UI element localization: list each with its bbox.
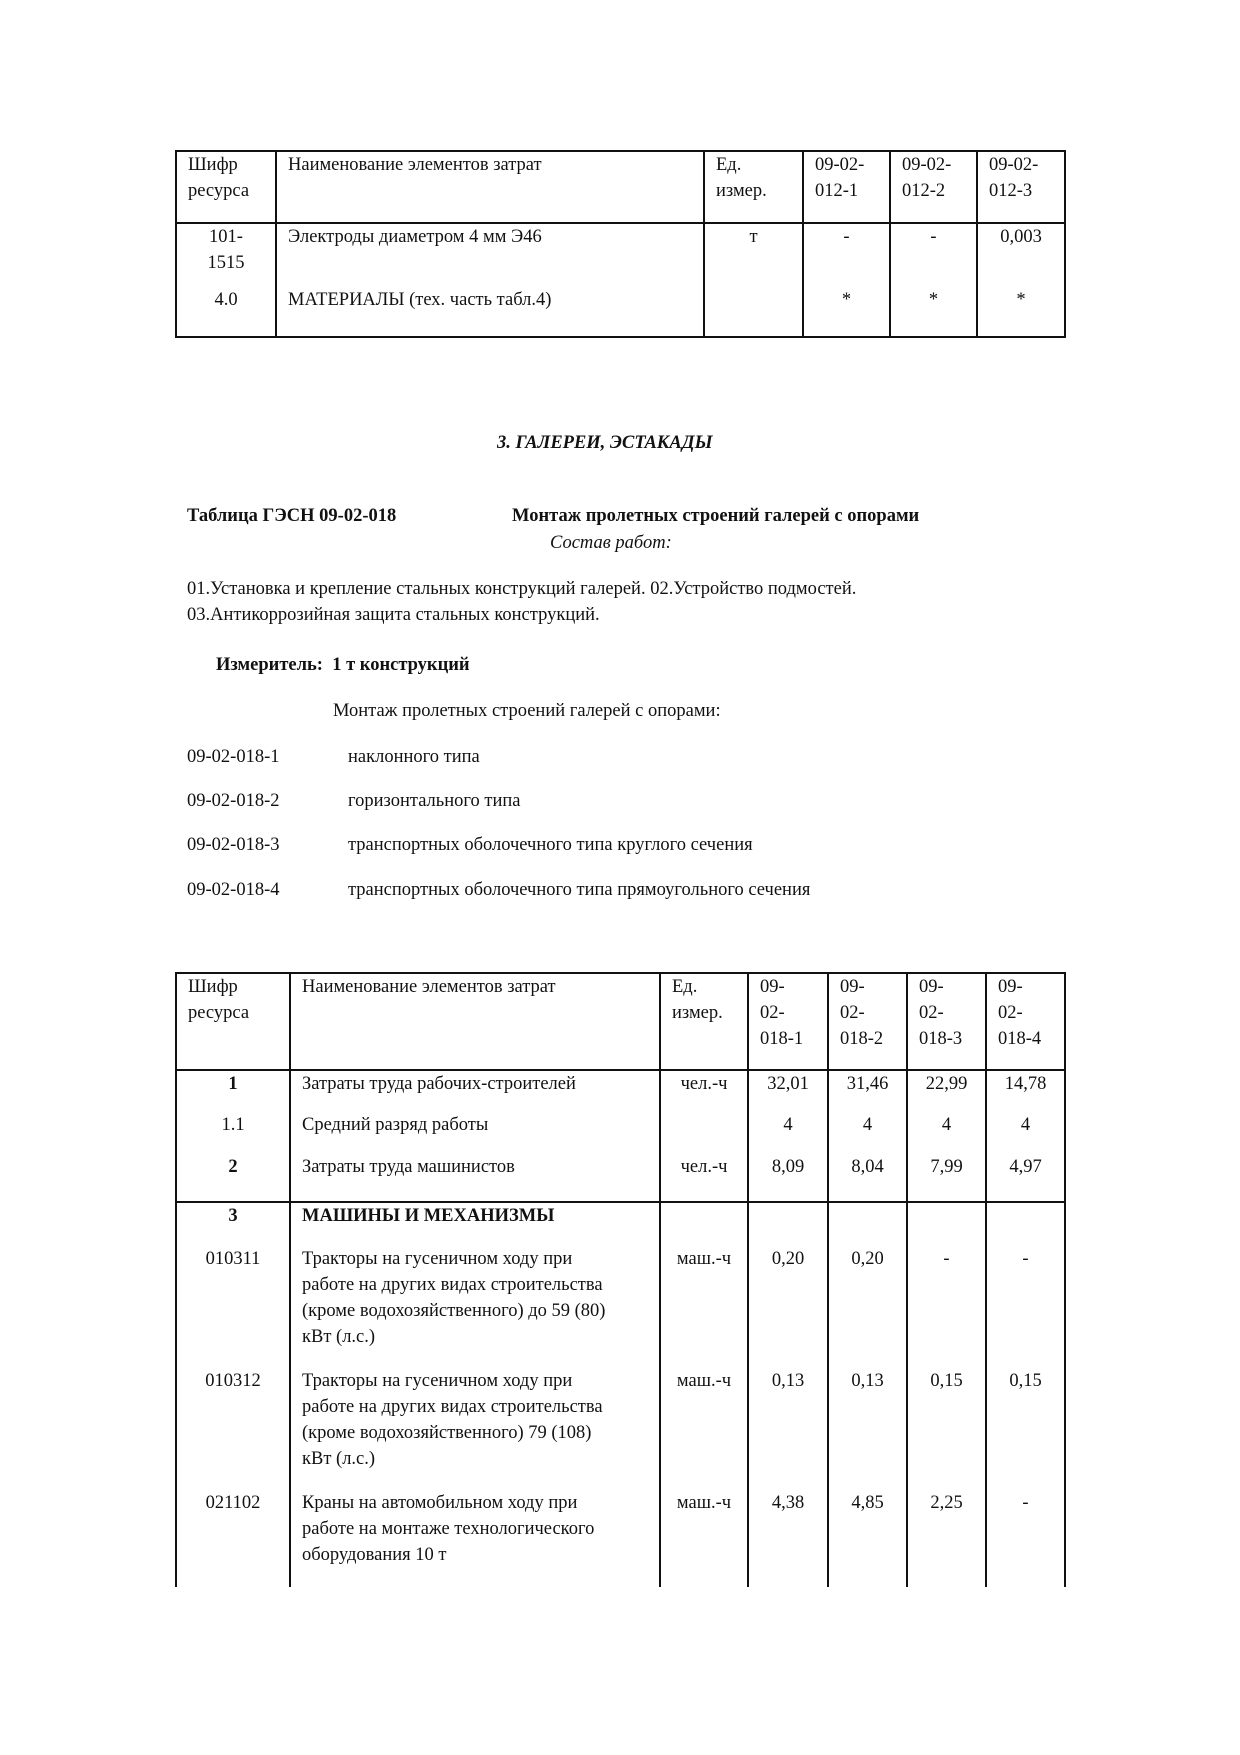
cell-unit: чел.-ч: [660, 1070, 748, 1112]
cell-name: Тракторы на гусеничном ходу при работе на других видах строительства (кроме водохозяйственного) 79 (108) кВт (л.с.): [290, 1365, 660, 1487]
cell-value: 22,99: [907, 1070, 986, 1112]
cell-value: -: [803, 223, 890, 287]
header-col-2: 09- 02- 018-2: [828, 973, 907, 1070]
cell-code: 3: [176, 1202, 290, 1243]
header-name: Наименование элементов затрат: [276, 151, 704, 223]
cell-value: 4,38: [748, 1487, 828, 1587]
cell-code: 2: [176, 1154, 290, 1202]
header-col-2: 09-02- 012-2: [890, 151, 977, 223]
cell-value: 31,46: [828, 1070, 907, 1112]
table-row: [176, 1112, 1065, 1154]
cell-name: МАТЕРИАЛЫ (тех. часть табл.4): [276, 287, 704, 337]
table-row: [176, 223, 1065, 287]
cell-value: 0,13: [828, 1365, 907, 1487]
header-unit: Ед. измер.: [704, 151, 803, 223]
cell-value: 0,003: [977, 223, 1065, 287]
cell-value: 8,09: [748, 1154, 828, 1202]
cell-unit: [660, 1112, 748, 1154]
cell-value: 2,25: [907, 1487, 986, 1587]
table-row: [176, 1070, 1065, 1112]
table-row: [176, 1243, 1065, 1365]
cell-name: Краны на автомобильном ходу при работе на монтаже технологического оборудования 10 т: [290, 1487, 660, 1587]
cell-code: 101- 1515: [176, 223, 276, 287]
cell-value: 4: [828, 1112, 907, 1154]
cell-value: 32,01: [748, 1070, 828, 1112]
cell-unit: т: [704, 223, 803, 287]
section-row-machines: [176, 1202, 1065, 1243]
header-col-1: 09-02- 012-1: [803, 151, 890, 223]
cell-code: 1: [176, 1070, 290, 1112]
cell-value: -: [986, 1487, 1065, 1587]
cell-value: [828, 1202, 907, 1243]
cell-value: *: [803, 287, 890, 337]
cell-code: 4.0: [176, 287, 276, 337]
cell-unit: [660, 1202, 748, 1243]
cell-value: *: [890, 287, 977, 337]
cell-name: Затраты труда машинистов: [290, 1154, 660, 1202]
items-intro: Монтаж пролетных строений галерей с опорами:: [333, 701, 721, 721]
cell-value: -: [890, 223, 977, 287]
header-code: Шифр ресурса: [176, 973, 290, 1070]
meter-label: Измеритель:: [216, 655, 323, 675]
header-col-1: 09- 02- 018-1: [748, 973, 828, 1070]
cell-value: 4,97: [986, 1154, 1065, 1202]
item-desc: транспортных оболочечного типа круглого сечения: [348, 835, 753, 855]
cell-code: 1.1: [176, 1112, 290, 1154]
section-heading: 3. ГАЛЕРЕИ, ЭСТАКАДЫ: [497, 433, 713, 453]
header-col-4: 09- 02- 018-4: [986, 973, 1065, 1070]
meter-value: 1 т конструкций: [332, 655, 470, 675]
cell-unit: маш.-ч: [660, 1487, 748, 1587]
item-desc: транспортных оболочечного типа прямоугольного сечения: [348, 880, 811, 900]
cell-value: [748, 1202, 828, 1243]
work-composition-line-1: 01.Установка и крепление стальных конструкций галерей. 02.Устройство подмостей.: [187, 579, 857, 599]
item-code: 09-02-018-3: [187, 835, 280, 855]
cell-name: Тракторы на гусеничном ходу при работе на других видах строительства (кроме водохозяйственного) до 59 (80) кВт (л.с.): [290, 1243, 660, 1365]
cell-value: 0,15: [986, 1365, 1065, 1487]
resource-table-09-02-018: [175, 972, 1066, 1587]
cell-value: 4: [748, 1112, 828, 1154]
table-row: [176, 287, 1065, 337]
cell-unit: маш.-ч: [660, 1243, 748, 1365]
cell-value: 14,78: [986, 1070, 1065, 1112]
cell-value: [986, 1202, 1065, 1243]
table-row: [176, 1154, 1065, 1202]
cell-value: 4: [986, 1112, 1065, 1154]
cell-value: *: [977, 287, 1065, 337]
cell-value: 7,99: [907, 1154, 986, 1202]
header-col-3: 09- 02- 018-3: [907, 973, 986, 1070]
cell-value: 4: [907, 1112, 986, 1154]
cell-value: -: [907, 1243, 986, 1365]
item-code: 09-02-018-1: [187, 747, 280, 767]
cell-code: 010311: [176, 1243, 290, 1365]
header-name: Наименование элементов затрат: [290, 973, 660, 1070]
item-code: 09-02-018-2: [187, 791, 280, 811]
cell-unit: чел.-ч: [660, 1154, 748, 1202]
header-col-3: 09-02- 012-3: [977, 151, 1065, 223]
cell-unit: маш.-ч: [660, 1365, 748, 1487]
cell-value: 8,04: [828, 1154, 907, 1202]
header-unit: Ед. измер.: [660, 973, 748, 1070]
resource-table-09-02-012: [175, 150, 1066, 338]
meter: [216, 652, 470, 678]
table-title: Монтаж пролетных строений галерей с опорами: [512, 506, 920, 526]
table-header-row: [176, 973, 1065, 1070]
cell-value: 4,85: [828, 1487, 907, 1587]
cell-value: -: [986, 1243, 1065, 1365]
work-composition-line-2: 03.Антикоррозийная защита стальных конструкций.: [187, 605, 600, 625]
table-row: [176, 1487, 1065, 1587]
cell-value: 0,20: [828, 1243, 907, 1365]
cell-code: 021102: [176, 1487, 290, 1587]
work-composition-label: Состав работ:: [550, 533, 672, 553]
table-row: [176, 1365, 1065, 1487]
table-header-row: [176, 151, 1065, 223]
cell-unit: [704, 287, 803, 337]
cell-name: Средний разряд работы: [290, 1112, 660, 1154]
cell-value: 0,13: [748, 1365, 828, 1487]
cell-value: [907, 1202, 986, 1243]
cell-name: Затраты труда рабочих-строителей: [290, 1070, 660, 1112]
table-label: Таблица ГЭСН 09-02-018: [187, 506, 397, 526]
cell-name: Электроды диаметром 4 мм Э46: [276, 223, 704, 287]
item-desc: горизонтального типа: [348, 791, 521, 811]
cell-name: МАШИНЫ И МЕХАНИЗМЫ: [290, 1202, 660, 1243]
header-code: Шифр ресурса: [176, 151, 276, 223]
cell-code: 010312: [176, 1365, 290, 1487]
item-desc: наклонного типа: [348, 747, 480, 767]
cell-value: 0,20: [748, 1243, 828, 1365]
cell-value: 0,15: [907, 1365, 986, 1487]
item-code: 09-02-018-4: [187, 880, 280, 900]
